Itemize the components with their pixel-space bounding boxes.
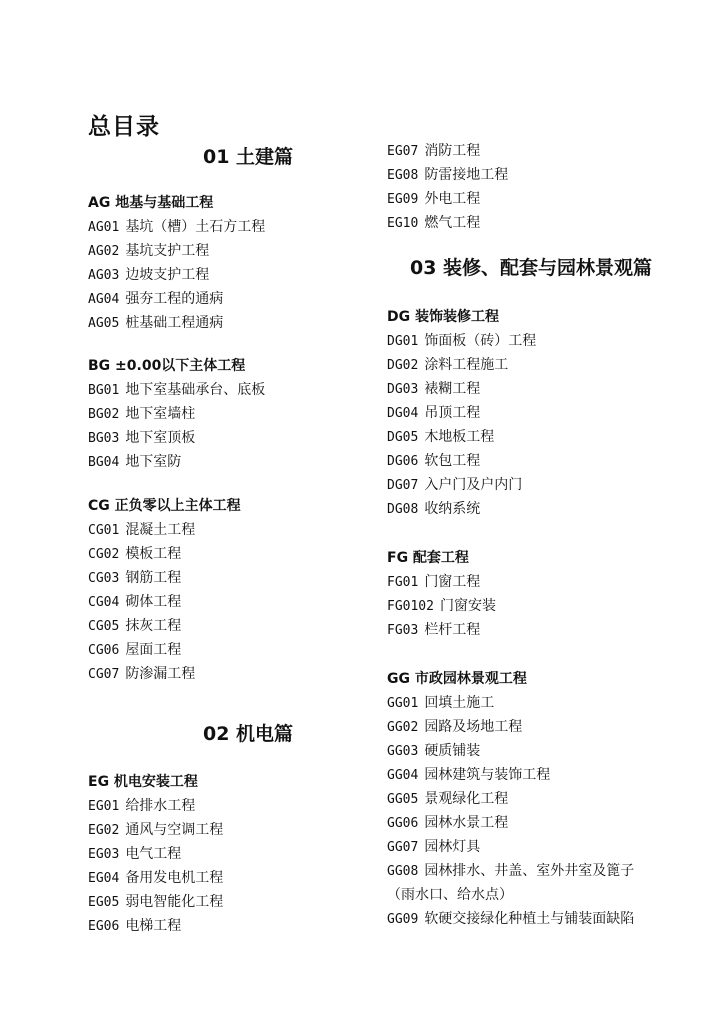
toc-item[interactable] bbox=[387, 570, 496, 594]
item-code: GG09 bbox=[387, 912, 419, 927]
part-03-title: 03 装修、配套与园林景观篇 bbox=[410, 257, 653, 279]
section-heading: BG ±0.00以下主体工程 bbox=[88, 358, 246, 374]
toc-item-continuation: （雨水口、给水点） bbox=[387, 887, 513, 903]
toc-item[interactable] bbox=[88, 566, 241, 590]
section-fg bbox=[387, 546, 496, 642]
item-code: EG10 bbox=[387, 216, 419, 231]
toc-item[interactable] bbox=[88, 263, 265, 287]
item-code: FG0102 bbox=[387, 599, 434, 614]
section-ag bbox=[88, 191, 265, 335]
item-code: FG03 bbox=[387, 623, 419, 638]
item-title: 景观绿化工程 bbox=[424, 791, 509, 807]
item-title: 强夯工程的通病 bbox=[125, 291, 224, 307]
item-title: 砌体工程 bbox=[125, 594, 182, 610]
item-code: CG04 bbox=[88, 595, 120, 610]
item-code: AG04 bbox=[88, 292, 120, 307]
section-heading: FG 配套工程 bbox=[387, 550, 469, 566]
section-gg bbox=[387, 667, 634, 931]
section-heading: EG 机电安装工程 bbox=[88, 774, 198, 790]
section-heading: DG 装饰装修工程 bbox=[387, 309, 499, 325]
toc-item[interactable] bbox=[88, 450, 265, 474]
item-title: 地下室基础承台、底板 bbox=[125, 382, 266, 398]
toc-item[interactable] bbox=[387, 763, 634, 787]
section-heading: GG 市政园林景观工程 bbox=[387, 671, 527, 687]
item-code: CG02 bbox=[88, 547, 120, 562]
item-code: GG06 bbox=[387, 816, 419, 831]
toc-item[interactable] bbox=[88, 914, 223, 938]
toc-item[interactable] bbox=[88, 614, 241, 638]
toc-item[interactable] bbox=[387, 907, 634, 931]
toc-item[interactable] bbox=[88, 866, 223, 890]
toc-item[interactable] bbox=[88, 794, 223, 818]
item-title: 防雷接地工程 bbox=[424, 167, 509, 183]
item-title: 软包工程 bbox=[424, 453, 481, 469]
toc-item[interactable] bbox=[387, 449, 536, 473]
item-code: DG05 bbox=[387, 430, 419, 445]
toc-item[interactable] bbox=[387, 187, 508, 211]
item-code: EG02 bbox=[88, 823, 120, 838]
item-title: 消防工程 bbox=[424, 143, 481, 159]
item-code: AG02 bbox=[88, 244, 120, 259]
section-heading: CG 正负零以上主体工程 bbox=[88, 498, 241, 514]
item-code: BG02 bbox=[88, 407, 120, 422]
toc-item[interactable] bbox=[387, 835, 634, 859]
item-title: 防渗漏工程 bbox=[125, 666, 196, 682]
toc-item[interactable] bbox=[387, 425, 536, 449]
toc-item[interactable] bbox=[387, 594, 496, 618]
item-title: 园林水景工程 bbox=[424, 815, 509, 831]
item-title: 软硬交接绿化种植土与铺装面缺陷 bbox=[424, 911, 635, 927]
section-cg bbox=[88, 494, 241, 686]
item-title: 抹灰工程 bbox=[125, 618, 182, 634]
toc-item[interactable] bbox=[88, 542, 241, 566]
toc-item[interactable] bbox=[387, 787, 634, 811]
item-code: CG07 bbox=[88, 667, 120, 682]
item-title: 地下室顶板 bbox=[125, 430, 196, 446]
item-title: 边坡支护工程 bbox=[125, 267, 210, 283]
toc-item[interactable] bbox=[387, 353, 536, 377]
item-code: EG05 bbox=[88, 895, 120, 910]
section-eg-continued bbox=[387, 139, 508, 235]
toc-item[interactable] bbox=[88, 890, 223, 914]
item-title: 电气工程 bbox=[125, 846, 182, 862]
toc-item[interactable] bbox=[387, 859, 634, 883]
item-title: 园林灯具 bbox=[424, 839, 481, 855]
item-title: 弱电智能化工程 bbox=[125, 894, 224, 910]
item-title: 门窗安装 bbox=[439, 598, 496, 614]
item-title: 模板工程 bbox=[125, 546, 182, 562]
toc-item[interactable] bbox=[88, 378, 265, 402]
toc-item[interactable] bbox=[387, 618, 496, 642]
item-title: 给排水工程 bbox=[125, 798, 196, 814]
item-code: AG03 bbox=[88, 268, 120, 283]
toc-item[interactable] bbox=[88, 426, 265, 450]
item-title: 基坑支护工程 bbox=[125, 243, 210, 259]
item-code: DG06 bbox=[387, 454, 419, 469]
item-code: AG01 bbox=[88, 220, 120, 235]
item-code: DG08 bbox=[387, 502, 419, 517]
item-code: EG06 bbox=[88, 919, 120, 934]
item-title: 地下室防 bbox=[125, 454, 182, 470]
section-bg bbox=[88, 354, 265, 474]
item-code: EG07 bbox=[387, 144, 419, 159]
item-title: 备用发电机工程 bbox=[125, 870, 224, 886]
item-title: 收纳系统 bbox=[424, 501, 481, 517]
item-code: GG03 bbox=[387, 744, 419, 759]
item-code: CG01 bbox=[88, 523, 120, 538]
item-title: 园林排水、井盖、室外井室及篦子 bbox=[424, 863, 635, 879]
item-code: DG07 bbox=[387, 478, 419, 493]
item-title: 裱糊工程 bbox=[424, 381, 481, 397]
item-title: 木地板工程 bbox=[424, 429, 495, 445]
toc-item[interactable] bbox=[88, 662, 241, 686]
item-title: 通风与空调工程 bbox=[125, 822, 224, 838]
item-code: EG04 bbox=[88, 871, 120, 886]
toc-item[interactable] bbox=[88, 590, 241, 614]
toc-item[interactable] bbox=[88, 215, 265, 239]
toc-item[interactable] bbox=[387, 739, 634, 763]
item-title: 混凝土工程 bbox=[125, 522, 196, 538]
toc-item[interactable] bbox=[88, 311, 265, 335]
toc-item[interactable] bbox=[387, 211, 508, 235]
item-code: DG01 bbox=[387, 334, 419, 349]
toc-item[interactable] bbox=[387, 691, 634, 715]
page-title: 总目录 bbox=[88, 114, 160, 140]
item-code: DG03 bbox=[387, 382, 419, 397]
item-code: GG07 bbox=[387, 840, 419, 855]
item-title: 钢筋工程 bbox=[125, 570, 182, 586]
item-title: 桩基础工程通病 bbox=[125, 315, 224, 331]
toc-item[interactable] bbox=[88, 287, 265, 311]
toc-item[interactable] bbox=[88, 638, 241, 662]
item-title: 电梯工程 bbox=[125, 918, 182, 934]
item-code: BG03 bbox=[88, 431, 120, 446]
item-title: 基坑（槽）土石方工程 bbox=[125, 219, 266, 235]
item-code: CG05 bbox=[88, 619, 120, 634]
toc-item[interactable] bbox=[88, 239, 265, 263]
toc-item[interactable] bbox=[88, 518, 241, 542]
toc-item[interactable] bbox=[387, 329, 536, 353]
item-code: BG04 bbox=[88, 455, 120, 470]
item-title: 门窗工程 bbox=[424, 574, 481, 590]
toc-item[interactable] bbox=[88, 818, 223, 842]
section-eg bbox=[88, 770, 223, 938]
toc-item[interactable] bbox=[387, 139, 508, 163]
item-code: CG03 bbox=[88, 571, 120, 586]
item-code: GG01 bbox=[387, 696, 419, 711]
item-code: DG04 bbox=[387, 406, 419, 421]
item-code: EG09 bbox=[387, 192, 419, 207]
item-code: GG04 bbox=[387, 768, 419, 783]
item-code: BG01 bbox=[88, 383, 120, 398]
item-title: 饰面板（砖）工程 bbox=[424, 333, 537, 349]
item-title: 吊顶工程 bbox=[424, 405, 481, 421]
toc-item[interactable] bbox=[387, 473, 536, 497]
item-title: 硬质铺装 bbox=[424, 743, 481, 759]
item-code: EG08 bbox=[387, 168, 419, 183]
item-title: 回填土施工 bbox=[424, 695, 495, 711]
item-title: 外电工程 bbox=[424, 191, 481, 207]
part-01-title: 01 土建篇 bbox=[203, 146, 294, 168]
item-code: EG03 bbox=[88, 847, 120, 862]
item-code: AG05 bbox=[88, 316, 120, 331]
toc-item[interactable] bbox=[387, 401, 536, 425]
part-02-title: 02 机电篇 bbox=[203, 723, 294, 745]
item-code: DG02 bbox=[387, 358, 419, 373]
item-title: 入户门及户内门 bbox=[424, 477, 523, 493]
item-title: 燃气工程 bbox=[424, 215, 481, 231]
section-heading: AG 地基与基础工程 bbox=[88, 195, 214, 211]
item-code: GG08 bbox=[387, 864, 419, 879]
toc-item[interactable] bbox=[387, 377, 536, 401]
item-title: 园林建筑与装饰工程 bbox=[424, 767, 551, 783]
item-code: CG06 bbox=[88, 643, 120, 658]
toc-item[interactable] bbox=[387, 811, 634, 835]
toc-item[interactable] bbox=[387, 715, 634, 739]
item-title: 园路及场地工程 bbox=[424, 719, 523, 735]
item-code: GG02 bbox=[387, 720, 419, 735]
item-code: FG01 bbox=[387, 575, 419, 590]
item-code: GG05 bbox=[387, 792, 419, 807]
item-code: EG01 bbox=[88, 799, 120, 814]
item-title: 屋面工程 bbox=[125, 642, 182, 658]
item-title: 栏杆工程 bbox=[424, 622, 481, 638]
toc-item[interactable] bbox=[88, 842, 223, 866]
item-title: 涂料工程施工 bbox=[424, 357, 509, 373]
item-title: 地下室墙柱 bbox=[125, 406, 196, 422]
section-dg bbox=[387, 305, 536, 521]
toc-item[interactable] bbox=[88, 402, 265, 426]
toc-item[interactable] bbox=[387, 497, 536, 521]
toc-item[interactable] bbox=[387, 163, 508, 187]
